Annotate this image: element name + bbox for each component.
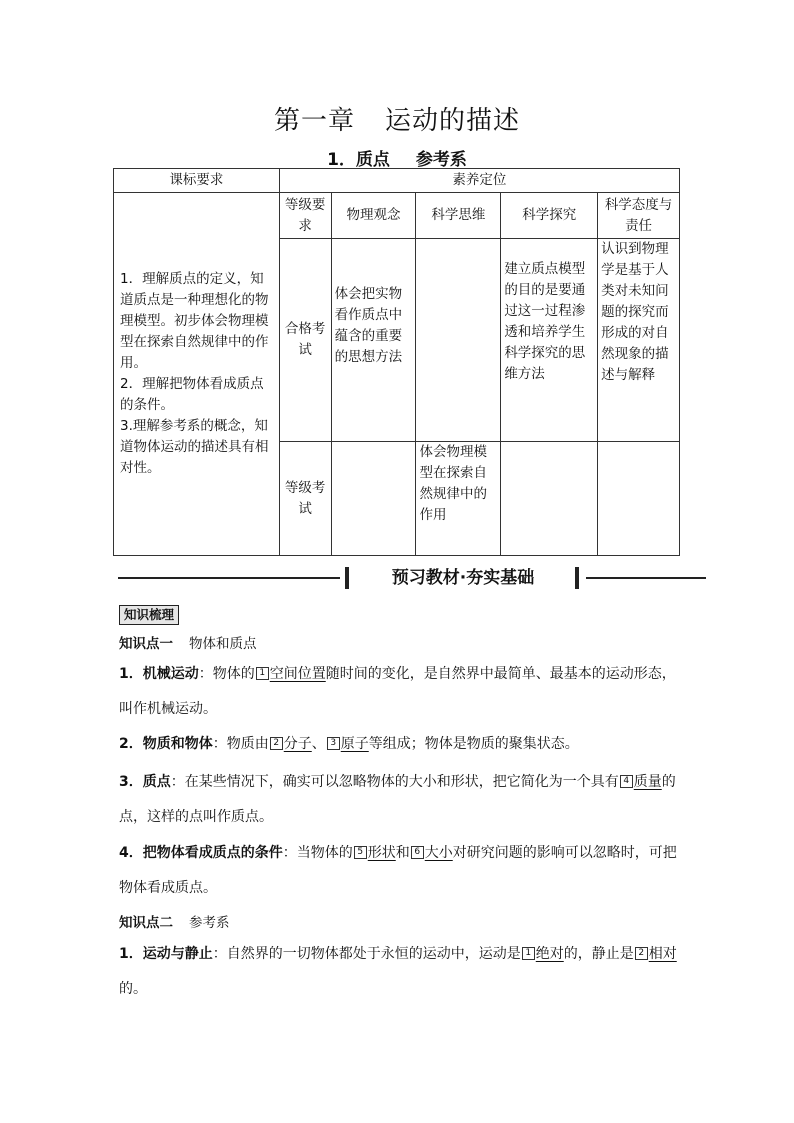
paragraph [119, 765, 679, 835]
para-text: ：当物体的 [282, 845, 353, 861]
answer-blank: 大小 [424, 845, 453, 861]
answer-blank: 原子 [340, 736, 369, 752]
divider [575, 567, 579, 589]
col-header: 物理观念 [331, 193, 416, 239]
col-header: 科学探究 [501, 193, 598, 239]
para-lead: 4．把物体看成质点的条件 [119, 845, 283, 861]
chapter-name: 运动的描述 [385, 106, 521, 136]
chapter-title [0, 100, 794, 137]
answer-blank: 质量 [633, 774, 662, 790]
paragraph [119, 836, 679, 906]
answer-blank: 形状 [367, 845, 396, 861]
section-banner [118, 566, 706, 590]
section-title [0, 145, 794, 170]
kp-heading [119, 911, 230, 931]
table-cell [331, 442, 416, 556]
para-text: 、 [311, 736, 326, 752]
para-text: ：物质由 [212, 736, 269, 752]
para-lead: 1．机械运动 [119, 666, 199, 682]
kp-title: 知识点二 [119, 915, 173, 931]
answer-blank: 相对 [648, 946, 677, 962]
answer-blank: 空间位置 [269, 666, 326, 682]
table-head-left: 课标要求 [114, 169, 280, 193]
answer-number: 6 [411, 846, 424, 859]
para-text: 的，静止是 [563, 946, 634, 962]
requirements-table [113, 168, 680, 556]
banner-text: 预习教材·夯实基础 [391, 568, 535, 588]
chapter-label: 第一章 [273, 106, 355, 136]
para-text: ：自然界的一切物体都处于永恒的运动中，运动是 [212, 946, 521, 962]
paragraph [119, 937, 679, 1007]
table-cell [416, 239, 501, 442]
answer-number: 1 [522, 947, 535, 960]
table-cell [598, 442, 680, 556]
level-cell: 合格考试 [279, 239, 331, 442]
divider [586, 577, 706, 579]
requirements-text: 1．理解质点的定义，知道质点是一种理想化的物理模型。初步体会物理模型在探索自然规律中的作用。 2．理解把物体看成质点的条件。 3.理解参考系的概念，知道物体运动的描述具有相对性。 [114, 193, 280, 556]
para-text: 对研究问题的影响可以忽略时，可把物体看成质点。 [119, 845, 677, 896]
para-text: 的。 [119, 981, 147, 997]
answer-number: 2 [635, 947, 648, 960]
paragraph [119, 657, 679, 727]
col-header: 科学思维 [416, 193, 501, 239]
para-lead: 2．物质和物体 [119, 736, 213, 752]
section-number: 1．质点 [327, 150, 390, 170]
answer-blank: 绝对 [535, 946, 564, 962]
knowledge-tag: 知识梳理 [119, 605, 179, 625]
col-header: 等级要求 [279, 193, 331, 239]
answer-number: 4 [620, 775, 633, 788]
para-lead: 3．质点 [119, 774, 171, 790]
para-text: 等组成；物体是物质的聚集状态。 [368, 736, 579, 752]
kp-title: 知识点一 [119, 636, 173, 652]
table-head-right: 素养定位 [279, 169, 679, 193]
level-cell: 等级考试 [279, 442, 331, 556]
answer-number: 5 [354, 846, 367, 859]
answer-number: 3 [327, 737, 340, 750]
kp-heading [119, 632, 257, 652]
para-lead: 1．运动与静止 [119, 946, 213, 962]
para-text: ：物体的 [198, 666, 255, 682]
table-cell: 体会把实物看作质点中蕴含的重要的思想方法 [331, 239, 416, 442]
answer-blank: 分子 [283, 736, 312, 752]
divider [345, 567, 349, 589]
section-name: 参考系 [415, 150, 467, 170]
table-cell: 认识到物理学是基于人类对未知问题的探究而形成的对自然现象的描述与解释 [598, 239, 680, 442]
para-text: 随时间的变化，是自然界中最简单、最基本的运动形态，叫作机械运动。 [119, 666, 676, 717]
answer-number: 1 [256, 667, 269, 680]
kp-name: 参考系 [189, 915, 230, 931]
kp-name: 物体和质点 [189, 636, 257, 652]
answer-number: 2 [270, 737, 283, 750]
para-text: 的点，这样的点叫作质点。 [119, 774, 676, 825]
table-cell: 体会物理模型在探索自然规律中的作用 [416, 442, 501, 556]
paragraph [119, 727, 679, 762]
para-text: ：在某些情况下，确实可以忽略物体的大小和形状，把它简化为一个具有 [170, 774, 619, 790]
para-text: 和 [395, 845, 410, 861]
divider [118, 577, 340, 579]
table-cell [501, 442, 598, 556]
table-cell: 建立质点模型的目的是要通过这一过程渗透和培养学生科学探究的思维方法 [501, 239, 598, 442]
col-header: 科学态度与责任 [598, 193, 680, 239]
